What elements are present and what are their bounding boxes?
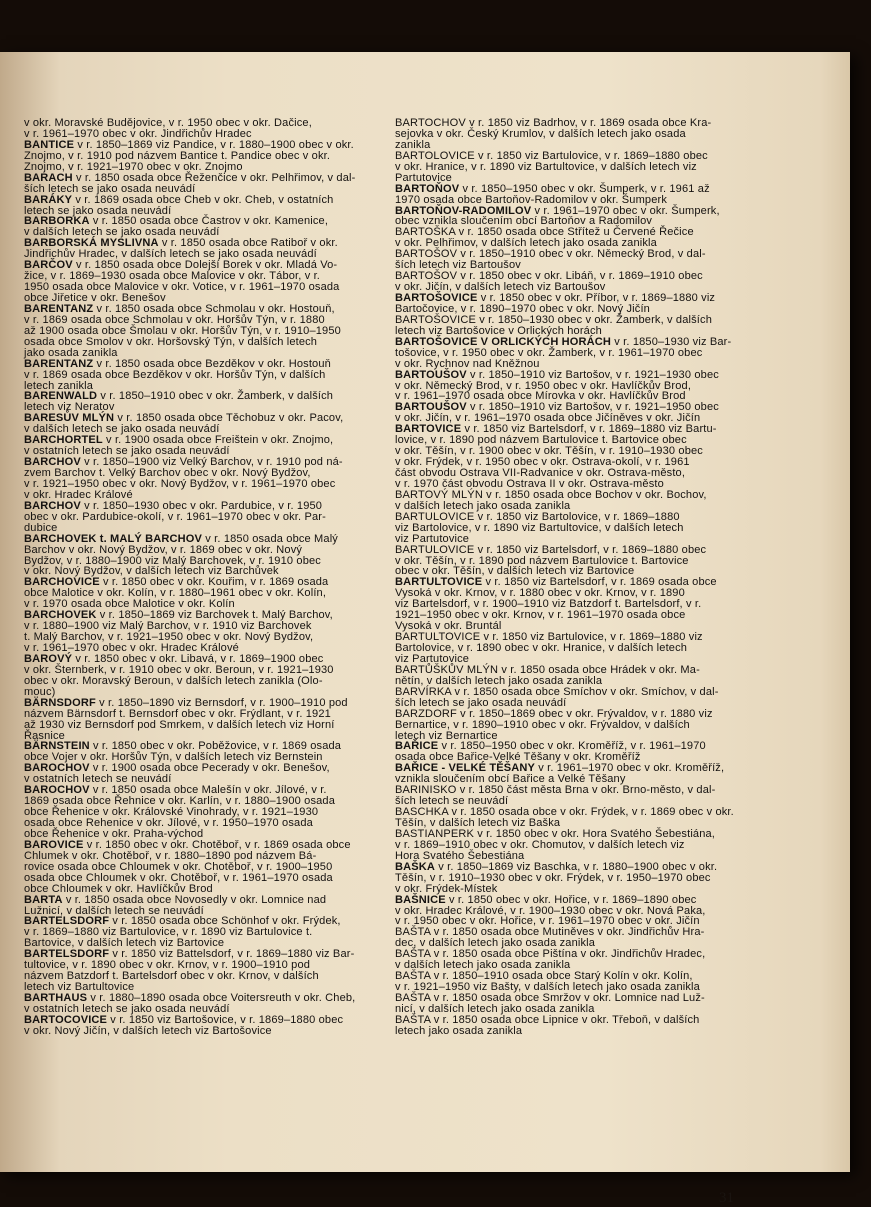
- entry: [24, 413, 376, 435]
- entry-text: BARTULOVICE v r. 1850 viz Bartolovice, v r. 1869–1880 viz Bartolovice, v r. 1890 viz Bartultovice, v dalších letech viz Partutovice: [395, 510, 684, 545]
- entry: [395, 829, 769, 862]
- entry-headword: BARESŮV MLÝN: [24, 412, 115, 425]
- entry-headword: BÄRNSDORF: [24, 696, 96, 709]
- entry-text: v r. 1850 viz Bartelsdorf, v r. 1869–1880 viz Bartu- lovice, v r. 1890 pod názvem Bartulovice t. Bartovice obec v okr. Těšín, v r. 1900 obec v okr. Těšín, v r. 1910–1930 obec v okr. Frýdek, v r. 1950 obec v okr. Ostrava-okolí, v r. 1961 část obvodu Ostrava VII-Radvanice v okr. Ostrava-město, v r. 1970 část obvodu Ostrava II v okr. Ostrava-město: [395, 423, 717, 490]
- entry: [395, 763, 769, 785]
- entry: [24, 1015, 376, 1037]
- entry-headword: BARTA: [24, 893, 63, 906]
- entry-text: v r. 1850 osada obce Těchobuz v okr. Pacov, v dalších letech se jako osada neuvádí: [24, 412, 344, 436]
- entry-text: v r. 1961–1970 obec v okr. Kroměříž, vznikla sloučením obcí Bařice a Velké Těšany: [395, 762, 725, 786]
- entry-text: v r. 1900 osada obce Freištein v okr. Znojmo, v ostatních letech se jako osada neuvádí: [24, 434, 334, 458]
- entry: [24, 216, 376, 238]
- entry-text: BASCHKA v r. 1850 osada obce v okr. Frýdek, v r. 1869 obec v okr. Těšín, v dalších letech viz Baška: [395, 806, 734, 829]
- entry-headword: BARTELSDORF: [24, 915, 110, 928]
- entry: [24, 577, 376, 610]
- entry-text: BARZDORF v r. 1850–1869 obec v okr. Frývaldov, v r. 1880 viz Bernartice, v r. 1890–1910 obec v okr. Frývaldov, v dalších letech viz Bernartice: [395, 707, 713, 742]
- entry: [395, 315, 769, 337]
- entry-text: v r. 1850–1950 obec v okr. Kroměříž, v r. 1961–1970 osada obce Bařice-Velké Těšany v okr. Kroměříž: [395, 740, 706, 764]
- entry: [395, 370, 769, 403]
- entry: [395, 424, 769, 490]
- entry: [24, 993, 376, 1015]
- entry: [395, 337, 769, 370]
- entry-text: v r. 1850 osada obce Malý Barchov v okr. Nový Bydžov, v r. 1869 obec v okr. Nový Bydžov, v r. 1880–1900 viz Malý Barchovek, v r. 1910 obec v okr. Nový Bydžov, v dalších letech viz Barchůvek: [24, 532, 338, 578]
- book-page: [0, 52, 850, 1206]
- right-column: [395, 118, 769, 1037]
- left-column: [24, 118, 376, 1037]
- entry: [395, 971, 769, 993]
- page-number: 31: [719, 1190, 734, 1206]
- entry-headword: BAROVÝ: [24, 652, 73, 665]
- entry-text: v r. 1850 obec v okr. Poběžovice, v r. 1869 osada obce Vojer v okr. Horšův Týn, v dalších letech viz Bernstein: [24, 740, 342, 764]
- entry-headword: BARTOUŠOV: [395, 401, 467, 414]
- entry-headword: BARTELSDORF: [24, 948, 110, 961]
- entry: [24, 763, 376, 785]
- entry-text: v r. 1850 osada obce Schmolau v okr. Hostouň, v r. 1869 osada obce Schmolau v okr. Horšův Týn, v r. 1880 až 1900 osada obce Šmolau v okr. Horšův Týn, v r. 1910–1950 osada obce Smolov v okr. Horšovský Týn, v dalších letech jako osada zanikla: [24, 302, 341, 359]
- entry: [395, 545, 769, 578]
- entry: [24, 610, 376, 654]
- entry-headword: BARTOCOVICE: [24, 1013, 108, 1026]
- entry-text: BAŠTA v r. 1850 osada obce Pištína v okr. Jindřichův Hradec, v dalších letech jako osada zanikla: [395, 948, 706, 972]
- entry: [24, 534, 376, 578]
- entry-text: BAŠTA v r. 1850–1910 osada obce Starý Kolín v okr. Kolín, v r. 1921–1950 viz Bašty, v dalších letech jako osada zanikla: [395, 970, 700, 994]
- entry-text: v r. 1850 osada obce Častrov v okr. Kamenice, v dalších letech se jako osada neuvádí: [24, 215, 329, 239]
- entry-text: v r. 1850 osada obce Schönhof v okr. Frýdek, v r. 1869–1880 viz Bartulovice, v r. 1890 viz Bartulovice t. Bartovice, v dalších letech viz Bartovice: [24, 915, 341, 950]
- entry: [395, 632, 769, 665]
- entry: [24, 260, 376, 304]
- entry-headword: BAROVICE: [24, 838, 84, 851]
- entry-text: BARTOŠOVICE v r. 1850–1930 obec v okr. Žamberk, v dalších letech viz Bartošovice v Orlických horách: [395, 313, 712, 337]
- entry-headword: BARÁKY: [24, 193, 73, 206]
- entry-headword: BARČOV: [24, 259, 73, 272]
- entry-text: v okr. Moravské Budějovice, v r. 1950 obec v okr. Dačice, v r. 1961–1970 obec v okr. Jindřichův Hradec: [24, 117, 312, 140]
- entry: [24, 173, 376, 195]
- entry-text: BARTOŠKA v r. 1850 osada obce Střítež u Červené Řečice v okr. Pelhřimov, v dalších letech jako osada zanikla: [395, 226, 694, 250]
- entry: [395, 895, 769, 928]
- entry: [395, 741, 769, 763]
- entry-text: BAŠTA v r. 1850 osada obce Mutiněves v okr. Jindřichův Hra- dec, v dalších letech jako osada zanikla: [395, 926, 705, 950]
- entry-text: v r. 1850 obec v okr. Libavá, v r. 1869–1900 obec v okr. Šternberk, v r. 1910 obec v okr. Beroun, v r. 1921–1930 obec v okr. Moravský Beroun, v dalších letech zanikla (Olo- mouc): [24, 652, 334, 698]
- entry: [395, 402, 769, 424]
- entry: [395, 577, 769, 632]
- entry-text: v r. 1850–1950 obec v okr. Šumperk, v r. 1961 až 1970 osada obce Bartoňov-Radomilov v okr. Šumperk: [395, 182, 710, 206]
- entry-text: v r. 1850–1930 viz Bar- tošovice, v r. 1950 obec v okr. Žamberk, v r. 1961–1970 obec v okr. Rychnov nad Kněžnou: [395, 335, 732, 370]
- entry: [395, 862, 769, 895]
- entry-headword: BAROCHOV: [24, 762, 90, 775]
- entry: [24, 916, 376, 949]
- entry: [395, 206, 769, 228]
- entry: [395, 249, 769, 271]
- entry: [24, 118, 376, 140]
- entry-headword: BAŠKA: [395, 860, 436, 873]
- entry-headword: BARBORSKÁ MYSLIVNA: [24, 237, 159, 250]
- entry-headword: BARTOŇOV-RADOMILOV: [395, 204, 532, 217]
- entry-headword: BAŘICE - VELKÉ TĚŠANY: [395, 762, 536, 775]
- entry: [24, 435, 376, 457]
- entry: [24, 304, 376, 359]
- entry: [24, 195, 376, 217]
- entry-text: BARTOŠOV v r. 1850 obec v okr. Libáň, v r. 1869–1910 obec v okr. Jičín, v dalších letech viz Bartoušov: [395, 270, 703, 294]
- entry-text: v r. 1850–1910 obec v okr. Žamberk, v dalších letech viz Neratov: [24, 390, 334, 414]
- entry-headword: BARTULTOVICE: [395, 576, 483, 589]
- entry-text: v r. 1850 viz Battelsdorf, v r. 1869–1880 viz Bar- tultovice, v r. 1890 obec v okr. Krnov, v r. 1900–1910 pod názvem Batzdorf t. Bartelsdorf obec v okr. Krnov, v dalších letech viz Bartultovice: [24, 948, 355, 994]
- entry: [395, 490, 769, 512]
- entry-headword: BARCHOVICE: [24, 576, 100, 589]
- entry-headword: BAROCHOV: [24, 784, 90, 797]
- entry-text: v r. 1869 osada obce Cheb v okr. Cheb, v ostatních letech se jako osada neuvádí: [24, 193, 334, 217]
- entry-text: v r. 1850 viz Bartelsdorf, v r. 1869 osada obce Vysoká v okr. Krnov, v r. 1880 obec v okr. Krnov, v r. 1890 viz Bartelsdorf, v r. 1900–1910 viz Batzdorf t. Bartelsdorf, v r. 1921–1950 obec v okr. Krnov, v r. 1961–1970 osada obce Vysoká v okr. Bruntál: [395, 576, 717, 633]
- entry: [395, 785, 769, 807]
- entry: [395, 512, 769, 545]
- entry-text: BASTIANPERK v r. 1850 obec v okr. Hora Svatého Šebestiána, v r. 1869–1910 obec v okr. Chomutov, v dalších letech viz Hora Svatého Šebestiána: [395, 827, 716, 862]
- entry-headword: BARTOŇOV: [395, 182, 460, 195]
- entry: [24, 949, 376, 993]
- entry: [395, 709, 769, 742]
- entry-text: BAŠTA v r. 1850 osada obce Smržov v okr. Lomnice nad Luž- nicí, v dalších letech jako osada zanikla: [395, 992, 705, 1015]
- entry: [24, 785, 376, 840]
- entry-text: BARINISKO v r. 1850 část města Brna v okr. Brno-město, v dal- ších letech se neuvádí: [395, 784, 716, 808]
- entry-headword: BARTOŠOVICE: [395, 292, 478, 304]
- entry-text: v r. 1850–1869 viz Baschka, v r. 1880–1900 obec v okr. Těšín, v r. 1910–1930 obec v okr. Frýdek, v r. 1950–1970 obec v okr. Frýdek-Místek: [395, 860, 718, 895]
- entry-headword: BANTICE: [24, 138, 75, 151]
- entry: [395, 927, 769, 949]
- entry-headword: BARCHOV: [24, 456, 81, 469]
- entry-text: BARTOLOVICE v r. 1850 viz Bartulovice, v r. 1869–1880 obec v okr. Hranice, v r. 1890 viz Bartultovice, v dalších letech viz Partutovice: [395, 149, 708, 184]
- entry-text: v r. 1850–1900 viz Velký Barchov, v r. 1910 pod ná- zvem Barchov t. Velký Barchov obec v okr. Nový Bydžov, v r. 1921–1950 obec v okr. Nový Bydžov, v r. 1961–1970 obec v okr. Hradec Králové: [24, 456, 343, 501]
- entry: [24, 741, 376, 763]
- entry: [24, 840, 376, 895]
- entry: [395, 271, 769, 293]
- entry-text: BARVÍRKA v r. 1850 osada obce Smíchov v okr. Smíchov, v dal- ších letech se jako osada neuvádí: [395, 685, 719, 709]
- entry: [395, 293, 769, 315]
- entry-text: v r. 1850 obec v okr. Chotěboř, v r. 1869 osada obce Chlumek v okr. Chotěboř, v r. 1880–1890 pod názvem Bá- rovice osada obce Chloumek v okr. Chotěboř, v r. 1900–1950 osada obce Chloumek v okr. Chotěboř, v r. 1961–1970 osada obce Chloumek v okr. Havlíčkův Brod: [24, 838, 351, 895]
- entry: [395, 687, 769, 709]
- entry-text: v r. 1850–1930 obec v okr. Pardubice, v r. 1950 obec v okr. Pardubice-okolí, v r. 1961–1970 obec v okr. Par- dubice: [24, 499, 326, 534]
- entry-text: v r. 1850 osada obce Novosedly v okr. Lomnice nad Lužnicí, v dalších letech se neuvádí: [24, 893, 327, 917]
- entry: [395, 227, 769, 249]
- entry-headword: BAŘICE: [395, 740, 439, 753]
- entry-headword: BARACH: [24, 171, 73, 184]
- entry-text: v r. 1850 viz Bartošovice, v r. 1869–1880 obec v okr. Nový Jičín, v dalších letech viz Bartošovice: [24, 1013, 344, 1037]
- entry-headword: BARBORKA: [24, 215, 90, 228]
- entry: [24, 501, 376, 534]
- entry-headword: BAŠNICE: [395, 893, 446, 906]
- entry-headword: BARCHOV: [24, 499, 81, 512]
- entry-text: BARTULOVICE v r. 1850 viz Bartelsdorf, v r. 1869–1880 obec v okr. Těšín, v r. 1890 pod názvem Bartulovice t. Bartovice obec v okr. Těšín, v dalších letech viz Bartovice: [395, 543, 707, 578]
- entry: [24, 238, 376, 260]
- entry-text: v r. 1850 osada obce Bezděkov v okr. Hostouň v r. 1869 osada obce Bezděkov v okr. Horšův Týn, v dalších letech zanikla: [24, 357, 331, 392]
- entry-text: BARTOŠOV v r. 1850–1910 obec v okr. Německý Brod, v dal- ších letech viz Bartoušov: [395, 248, 706, 272]
- entry: [24, 391, 376, 413]
- entry-text: v r. 1850–1910 viz Bartošov, v r. 1921–1930 obec v okr. Německý Brod, v r. 1950 obec v okr. Havlíčkův Brod, v r. 1961–1970 osada obce Mírovka v okr. Havlíčkův Brod: [395, 368, 719, 403]
- entry: [395, 993, 769, 1015]
- entry-headword: BARTHAUS: [24, 992, 88, 1004]
- entry-text: BARTŮŠKŮV MLÝN v r. 1850 osada obce Hrádek v okr. Ma- nětín, v dalších letech jako osada zanikla: [395, 663, 700, 687]
- entry-text: v r. 1850 osada obce Malešín v okr. Jílové, v r. 1869 osada obce Řehnice v okr. Karlín, v r. 1880–1900 osada obce Řehenice v okr. Královské Vinohrady, v r. 1921–1930 osada obce Rehenice v okr. Jílové, v r. 1950–1970 osada obce Řehenice v okr. Praha-východ: [24, 784, 336, 840]
- entry-text: v r. 1850 osada obce Dolejší Borek v okr. Mladá Vo- žice, v r. 1869–1930 osada obce Malovice v okr. Tábor, v r. 1950 osada obce Malovice v okr. Votice, v r. 1961–1970 osada obce Jiřetice v okr. Benešov: [24, 259, 340, 304]
- entry: [395, 1015, 769, 1037]
- entry: [395, 949, 769, 971]
- entry: [24, 457, 376, 501]
- entry-headword: BARTOŠOVICE V ORLICKÝCH HORÁCH: [395, 335, 612, 348]
- entry-text: BAŠTA v r. 1850 osada obce Lipnice v okr. Třeboň, v dalších letech jako osada zanikla: [395, 1013, 700, 1037]
- entry-headword: BARENTANZ: [24, 357, 94, 370]
- entry: [395, 118, 769, 151]
- entry: [24, 140, 376, 173]
- entry-text: v r. 1850–1869 viz Pandice, v r. 1880–1900 obec v okr. Znojmo, v r. 1910 pod názvem Bantice t. Pandice obec v okr. Znojmo, v r. 1921–1970 obec v okr. Znojmo: [24, 138, 354, 173]
- entry-text: v r. 1850 osada obce Ratiboř v okr. Jindřichův Hradec, v dalších letech se jako osada neuvádí: [24, 237, 338, 261]
- entry-headword: BARCHOVEK: [24, 609, 97, 622]
- entry-text: BARTOCHOV v r. 1850 viz Badrhov, v r. 1869 osada obce Kra- sejovka v okr. Český Krumlov, v dalších letech jako osada zanikla: [395, 117, 712, 151]
- entry: [395, 151, 769, 184]
- entry-text: v r. 1850–1890 viz Bernsdorf, v r. 1900–1910 pod názvem Bärnsdorf t. Bernsdorf obec v okr. Frýdlant, v r. 1921 až 1930 viz Bernsdorf pod Smrkem, v dalších letech viz Horní Řasnice: [24, 696, 348, 742]
- entry-headword: BARTOVICE: [395, 423, 462, 436]
- entry-text: v r. 1900 osada obce Pecerady v okr. Benešov, v ostatních letech se neuvádí: [24, 762, 330, 786]
- entry: [24, 359, 376, 392]
- entry-headword: BÄRNSTEIN: [24, 740, 90, 753]
- entry: [24, 654, 376, 698]
- entry-headword: BARENTANZ: [24, 302, 94, 315]
- entry: [395, 184, 769, 206]
- entry-headword: BARENWALD: [24, 390, 98, 403]
- entry: [24, 895, 376, 917]
- entry-text: BARTULTOVICE v r. 1850 viz Bartulovice, v r. 1869–1880 viz Bartolovice, v r. 1890 obec v okr. Hranice, v dalších letech viz Partutovice: [395, 631, 703, 665]
- entry-text: v r. 1850 obec v okr. Příbor, v r. 1869–1880 viz Bartočovice, v r. 1890–1970 obec v okr. Nový Jičín: [395, 292, 716, 315]
- entry-text: v r. 1850 obec v okr. Kouřim, v r. 1869 osada obce Malotice v okr. Kolín, v r. 1880–1961 obec v okr. Kolín, v r. 1970 osada obce Malotice v okr. Kolín: [24, 576, 329, 611]
- entry-headword: BARCHOVEK t. MALÝ BARCHOV: [24, 532, 203, 545]
- entry-text: v r. 1850–1910 viz Bartošov, v r. 1921–1950 obec v okr. Jičín, v r. 1961–1970 osada obce Jičíněves v okr. Jičín: [395, 401, 719, 425]
- entry: [395, 665, 769, 687]
- entry-text: v r. 1850–1869 viz Barchovek t. Malý Barchov, v r. 1880–1900 viz Malý Barchov, v r. 1910 viz Barchovek t. Malý Barchov, v r. 1921–1950 obec v okr. Nový Bydžov, v r. 1961–1970 obec v okr. Hradec Králové: [24, 609, 333, 654]
- entry: [24, 698, 376, 742]
- entry: [395, 807, 769, 829]
- entry-headword: BARCHORTEL: [24, 434, 103, 447]
- entry-text: v r. 1880–1890 osada obce Voitersreuth v okr. Cheb, v ostatních letech se jako osada neuvádí: [24, 992, 356, 1015]
- entry-text: BARTOVÝ MLÝN v r. 1850 osada obce Bochov v okr. Bochov, v dalších letech jako osada zanikla: [395, 488, 707, 512]
- entry-headword: BARTOUŠOV: [395, 368, 467, 381]
- entry-text: v r. 1850 osada obce Řeženčice v okr. Pelhřimov, v dal- ších letech se jako osada neuvádí: [24, 171, 356, 195]
- entry-text: v r. 1961–1970 obec v okr. Šumperk, obec vznikla sloučením obcí Bartoňov a Radomilov: [395, 204, 720, 228]
- entry-text: v r. 1850 obec v okr. Hořice, v r. 1869–1890 obec v okr. Hradec Králové, v r. 1900–1930 obec v okr. Nová Paka, v r. 1950 obec v okr. Hořice, v r. 1961–1970 obec v okr. Jičín: [395, 893, 706, 928]
